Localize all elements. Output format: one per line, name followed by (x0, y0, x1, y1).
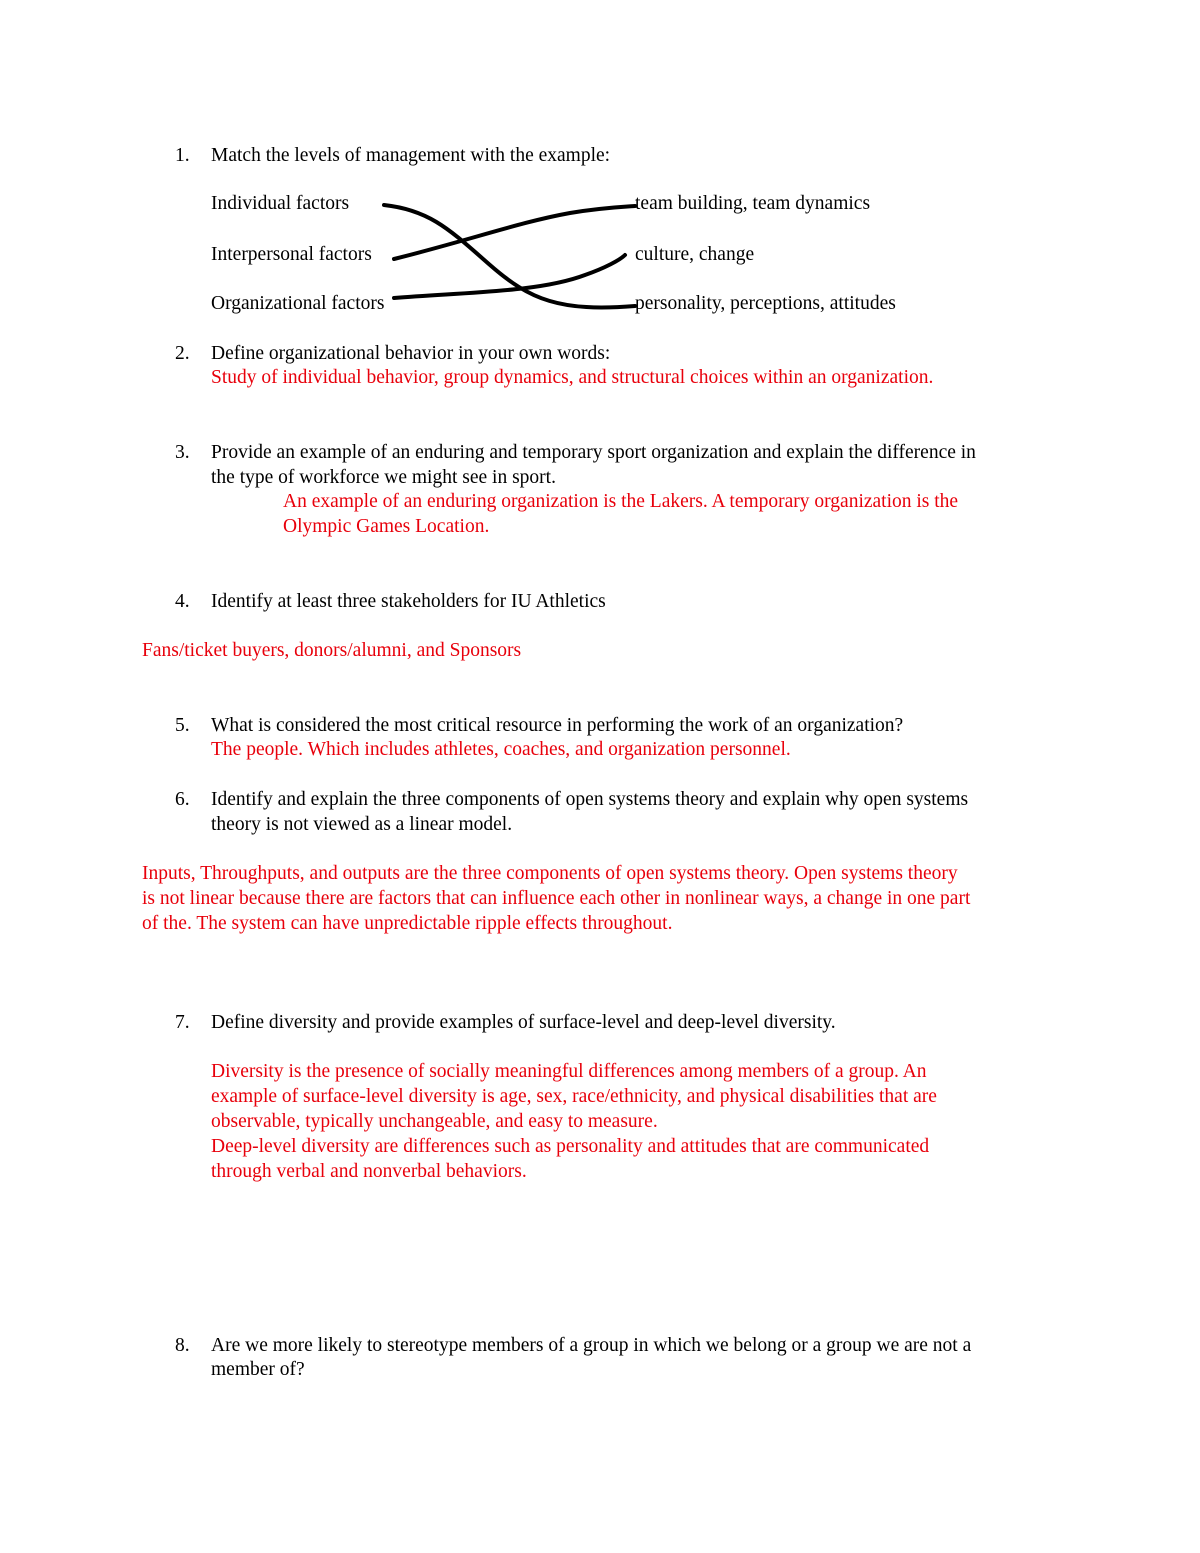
answer-7-line-1: Diversity is the presence of socially meaningful differences among members of a group. An (211, 1061, 927, 1082)
question-8-number: 8. (175, 1335, 190, 1356)
question-3-prompt-line-1: Provide an example of an enduring and temporary sport organization and explain the difference in (211, 442, 976, 463)
question-4-prompt: Identify at least three stakeholders for IU Athletics (211, 591, 606, 612)
question-3-number: 3. (175, 442, 190, 463)
connector-individual-to-personality (384, 205, 635, 307)
answer-4: Fans/ticket buyers, donors/alumni, and Sponsors (142, 640, 522, 661)
question-6-prompt-line-1: Identify and explain the three components of open systems theory and explain why open systems (211, 789, 969, 810)
question-6-number: 6. (175, 789, 190, 810)
answer-2: Study of individual behavior, group dynamics, and structural choices within an organization. (211, 367, 934, 388)
question-2-prompt: Define organizational behavior in your own words: (211, 343, 611, 364)
match-right-personality: personality, perceptions, attitudes (635, 293, 896, 314)
question-8-prompt-line-2: member of? (211, 1359, 305, 1380)
question-7-number: 7. (175, 1012, 190, 1033)
answer-3-line-1: An example of an enduring organization is the Lakers. A temporary organization is the (283, 491, 959, 512)
answer-7-line-3: observable, typically unchangeable, and easy to measure. (211, 1111, 658, 1132)
question-6-prompt-line-2: theory is not viewed as a linear model. (211, 814, 513, 835)
question-2-number: 2. (175, 343, 190, 364)
match-left-interpersonal: Interpersonal factors (211, 244, 372, 265)
question-7-prompt: Define diversity and provide examples of surface-level and deep-level diversity. (211, 1012, 836, 1033)
question-5-number: 5. (175, 715, 190, 736)
answer-6-line-3: of the. The system can have unpredictable ripple effects throughout. (142, 913, 673, 934)
answer-7-line-5: through verbal and nonverbal behaviors. (211, 1161, 527, 1182)
answer-7-line-2: example of surface-level diversity is age, sex, race/ethnicity, and physical disabilities that are (211, 1086, 937, 1107)
question-1-number: 1. (175, 145, 190, 166)
connector-organizational-to-culture (394, 255, 625, 298)
answer-6-line-1: Inputs, Throughputs, and outputs are the three components of open systems theory. Open systems theory (142, 863, 958, 884)
answer-3-line-2: Olympic Games Location. (283, 516, 490, 537)
answer-6-line-2: is not linear because there are factors that can influence each other in nonlinear ways, a change in one part (142, 888, 971, 909)
match-left-individual: Individual factors (211, 193, 350, 214)
connector-interpersonal-to-team (394, 206, 635, 259)
question-5-prompt: What is considered the most critical resource in performing the work of an organization? (211, 715, 904, 736)
question-4-number: 4. (175, 591, 190, 612)
question-3-prompt-line-2: the type of workforce we might see in sport. (211, 467, 556, 488)
answer-5: The people. Which includes athletes, coaches, and organization personnel. (211, 739, 791, 760)
match-right-team: team building, team dynamics (635, 193, 871, 214)
match-right-culture: culture, change (635, 244, 755, 265)
answer-7-line-4: Deep-level diversity are differences such as personality and attitudes that are communicated (211, 1136, 930, 1157)
match-left-organizational: Organizational factors (211, 293, 385, 314)
question-1-prompt: Match the levels of management with the example: (211, 145, 611, 166)
question-8-prompt-line-1: Are we more likely to stereotype members of a group in which we belong or a group we are not a (211, 1335, 972, 1356)
